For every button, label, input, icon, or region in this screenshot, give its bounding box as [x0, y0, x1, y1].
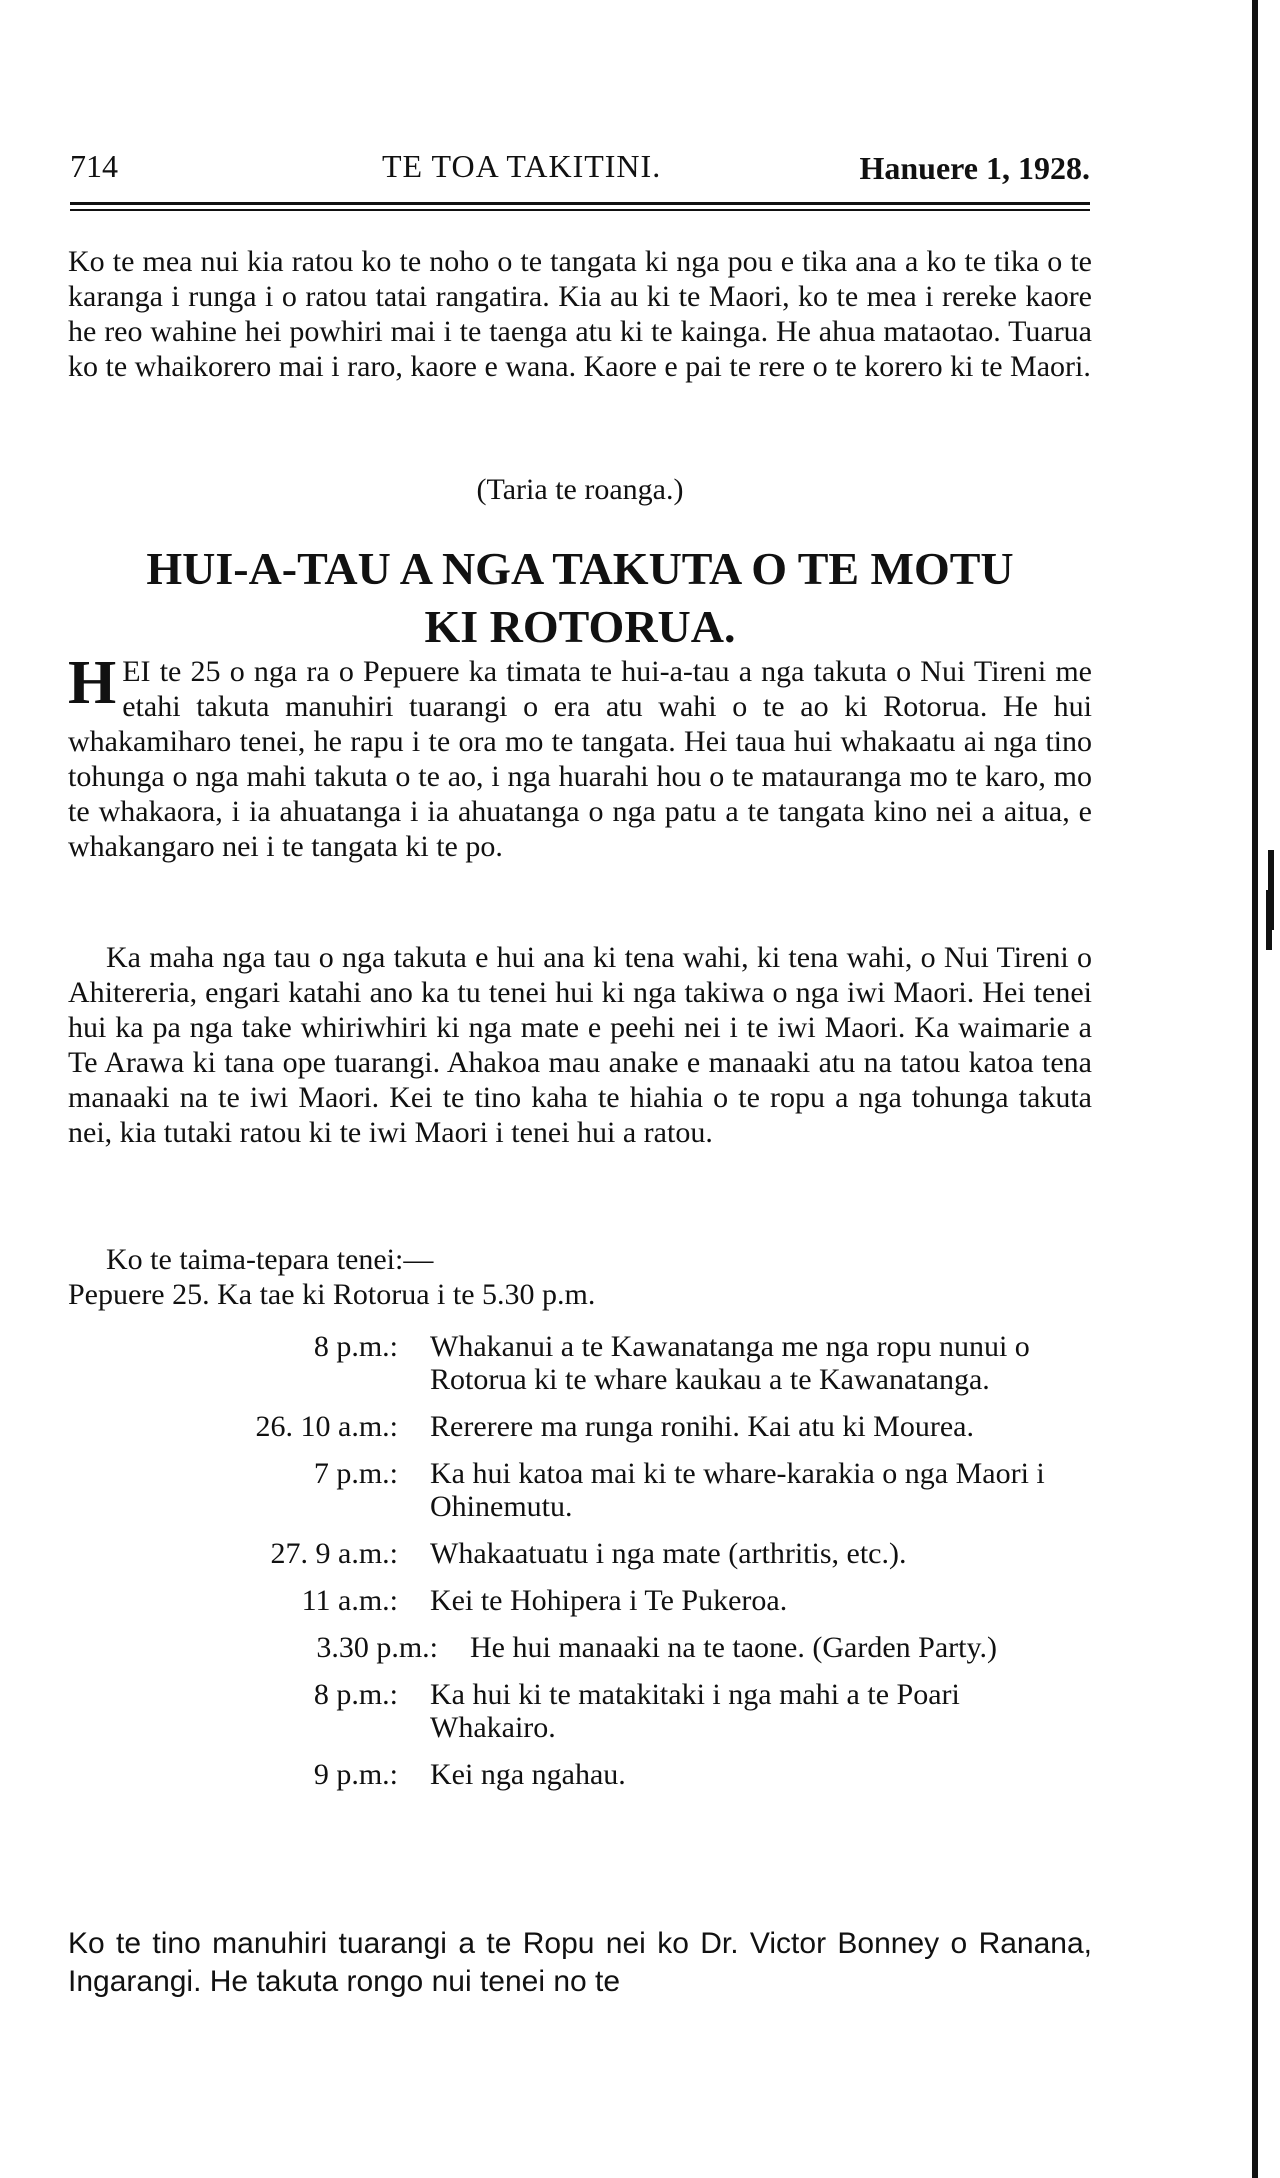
schedule-row [68, 1410, 1092, 1443]
schedule-row [68, 1758, 1092, 1791]
schedule-time: 9 p.m.: [313, 1758, 398, 1791]
schedule-desc: Whakanui a te Kawanatanga me nga ropu nunui o Rotorua ki te whare kaukau a te Kawanatanga. [430, 1330, 1030, 1396]
schedule-desc: Ka hui katoa mai ki te whare-karakia o nga Maori i Ohinemutu. [430, 1457, 1045, 1523]
article-paragraph [68, 649, 1092, 864]
schedule-row [68, 1584, 1092, 1617]
schedule-time: 11 a.m.: [301, 1584, 398, 1617]
page-number: 714 [70, 148, 118, 184]
schedule-desc: Whakaatuatu i nga mate (arthritis, etc.). [430, 1537, 907, 1570]
scan-mark [1266, 890, 1272, 950]
page-header [70, 148, 1090, 192]
header-rule [70, 202, 1090, 205]
article-paragraph [68, 940, 1092, 1150]
schedule-row [68, 1330, 1092, 1396]
schedule-row [68, 1631, 1092, 1664]
schedule-desc: Rererere ma runga ronihi. Kai atu ki Mourea. [430, 1410, 974, 1443]
schedule-desc: Kei nga ngahau. [430, 1758, 626, 1791]
schedule-desc: He hui manaaki na te taone. (Garden Party.) [470, 1631, 998, 1664]
schedule-list [68, 1330, 1092, 1805]
issue-date: Hanuere 1, 1928. [859, 150, 1090, 186]
schedule-row [68, 1678, 1092, 1744]
schedule-intro [68, 1242, 1092, 1312]
paragraph-text: EI te 25 o nga ra o Pepuere ka timata te hui-a-tau a nga takuta o Nui Tireni me etahi takuta manuhiri tuarangi o era atu wahi o te ao ki Rotorua. He hui whakamiharo tenei, he rapu i te ora mo te tangata. Hei taua hui whakaatu ai nga tino tohunga o nga mahi takuta o te ao, i nga huarahi hou o te matauranga mo te karo, mo te whakaora, i ia ahuatanga i ia ahuatanga o nga patu a te tangata kino nei a aitua, e whakangaro nei i te tangata ki te po. [68, 655, 1092, 863]
intro-text: Ko te mea nui kia ratou ko te noho o te tangata ki nga pou e tika ana a ko te tika o te karanga i runga i o ratou tatai rangatira. Kia au ki te Maori, ko te mea i rereke kaore he reo wahine hei powhiri mai i te taenga atu ki te kainga. He ahua mataotao. Tuarua ko te whaikorero mai i raro, kaore e wana. Kaore e pai te rere o te korero ki te Maori. [68, 245, 1092, 383]
schedule-row [68, 1537, 1092, 1570]
header-rule [70, 209, 1090, 211]
closing-text: Ko te tino manuhiri tuarangi a te Ropu nei ko Dr. Victor Bonney o Ranana, Ingarangi. He takuta rongo nui tenei no te [68, 1927, 1092, 1998]
paragraph-text: Ka maha nga tau o nga takuta e hui ana ki tena wahi, ki tena wahi, o Nui Tireni o Ahitereria, engari katahi ano ka tu tenei hui ki nga takiwa o nga iwi Maori. Hei tenei hui ka pa nga take whiriwhiri ki nga mate e peehi nei i te iwi Maori. Ka waimarie a Te Arawa ki tana ope tuarangi. Ahakoa mau anake e manaaki atu na tatou katoa tena manaaki na te iwi Maori. Kei te tino kaha te hiahia o te ropu a nga tohunga takuta nei, kia tutaki ratou ki te iwi Maori i tenei hui a ratou. [68, 941, 1092, 1149]
heading-line: KI ROTORUA. [424, 601, 736, 652]
scan-edge [1252, 0, 1280, 2178]
schedule-desc: Kei te Hohipera i Te Pukeroa. [430, 1584, 788, 1617]
schedule-time: 26. 10 a.m.: [255, 1410, 398, 1443]
schedule-heading: Ko te taima-tepara tenei:— [106, 1243, 434, 1276]
schedule-first-line: Pepuere 25. Ka tae ki Rotorua i te 5.30 p.m. [68, 1278, 596, 1311]
heading-line: HUI-A-TAU A NGA TAKUTA O TE MOTU [146, 543, 1014, 594]
journal-title: TE TOA TAKITINI. [382, 148, 662, 184]
schedule-time: 3.30 p.m.: [316, 1631, 438, 1664]
intro-paragraph [68, 244, 1092, 384]
continued-note: (Taria te roanga.) [476, 473, 684, 506]
article-heading [68, 540, 1092, 656]
schedule-time: 8 p.m.: [313, 1678, 398, 1711]
schedule-time: 27. 9 a.m.: [270, 1537, 398, 1570]
schedule-time: 8 p.m.: [313, 1330, 398, 1363]
schedule-time: 7 p.m.: [313, 1457, 398, 1490]
schedule-row [68, 1457, 1092, 1523]
closing-paragraph [68, 1925, 1092, 2001]
schedule-desc: Ka hui ki te matakitaki i nga mahi a te Poari Whakairo. [430, 1678, 960, 1744]
drop-cap: H [68, 649, 117, 717]
